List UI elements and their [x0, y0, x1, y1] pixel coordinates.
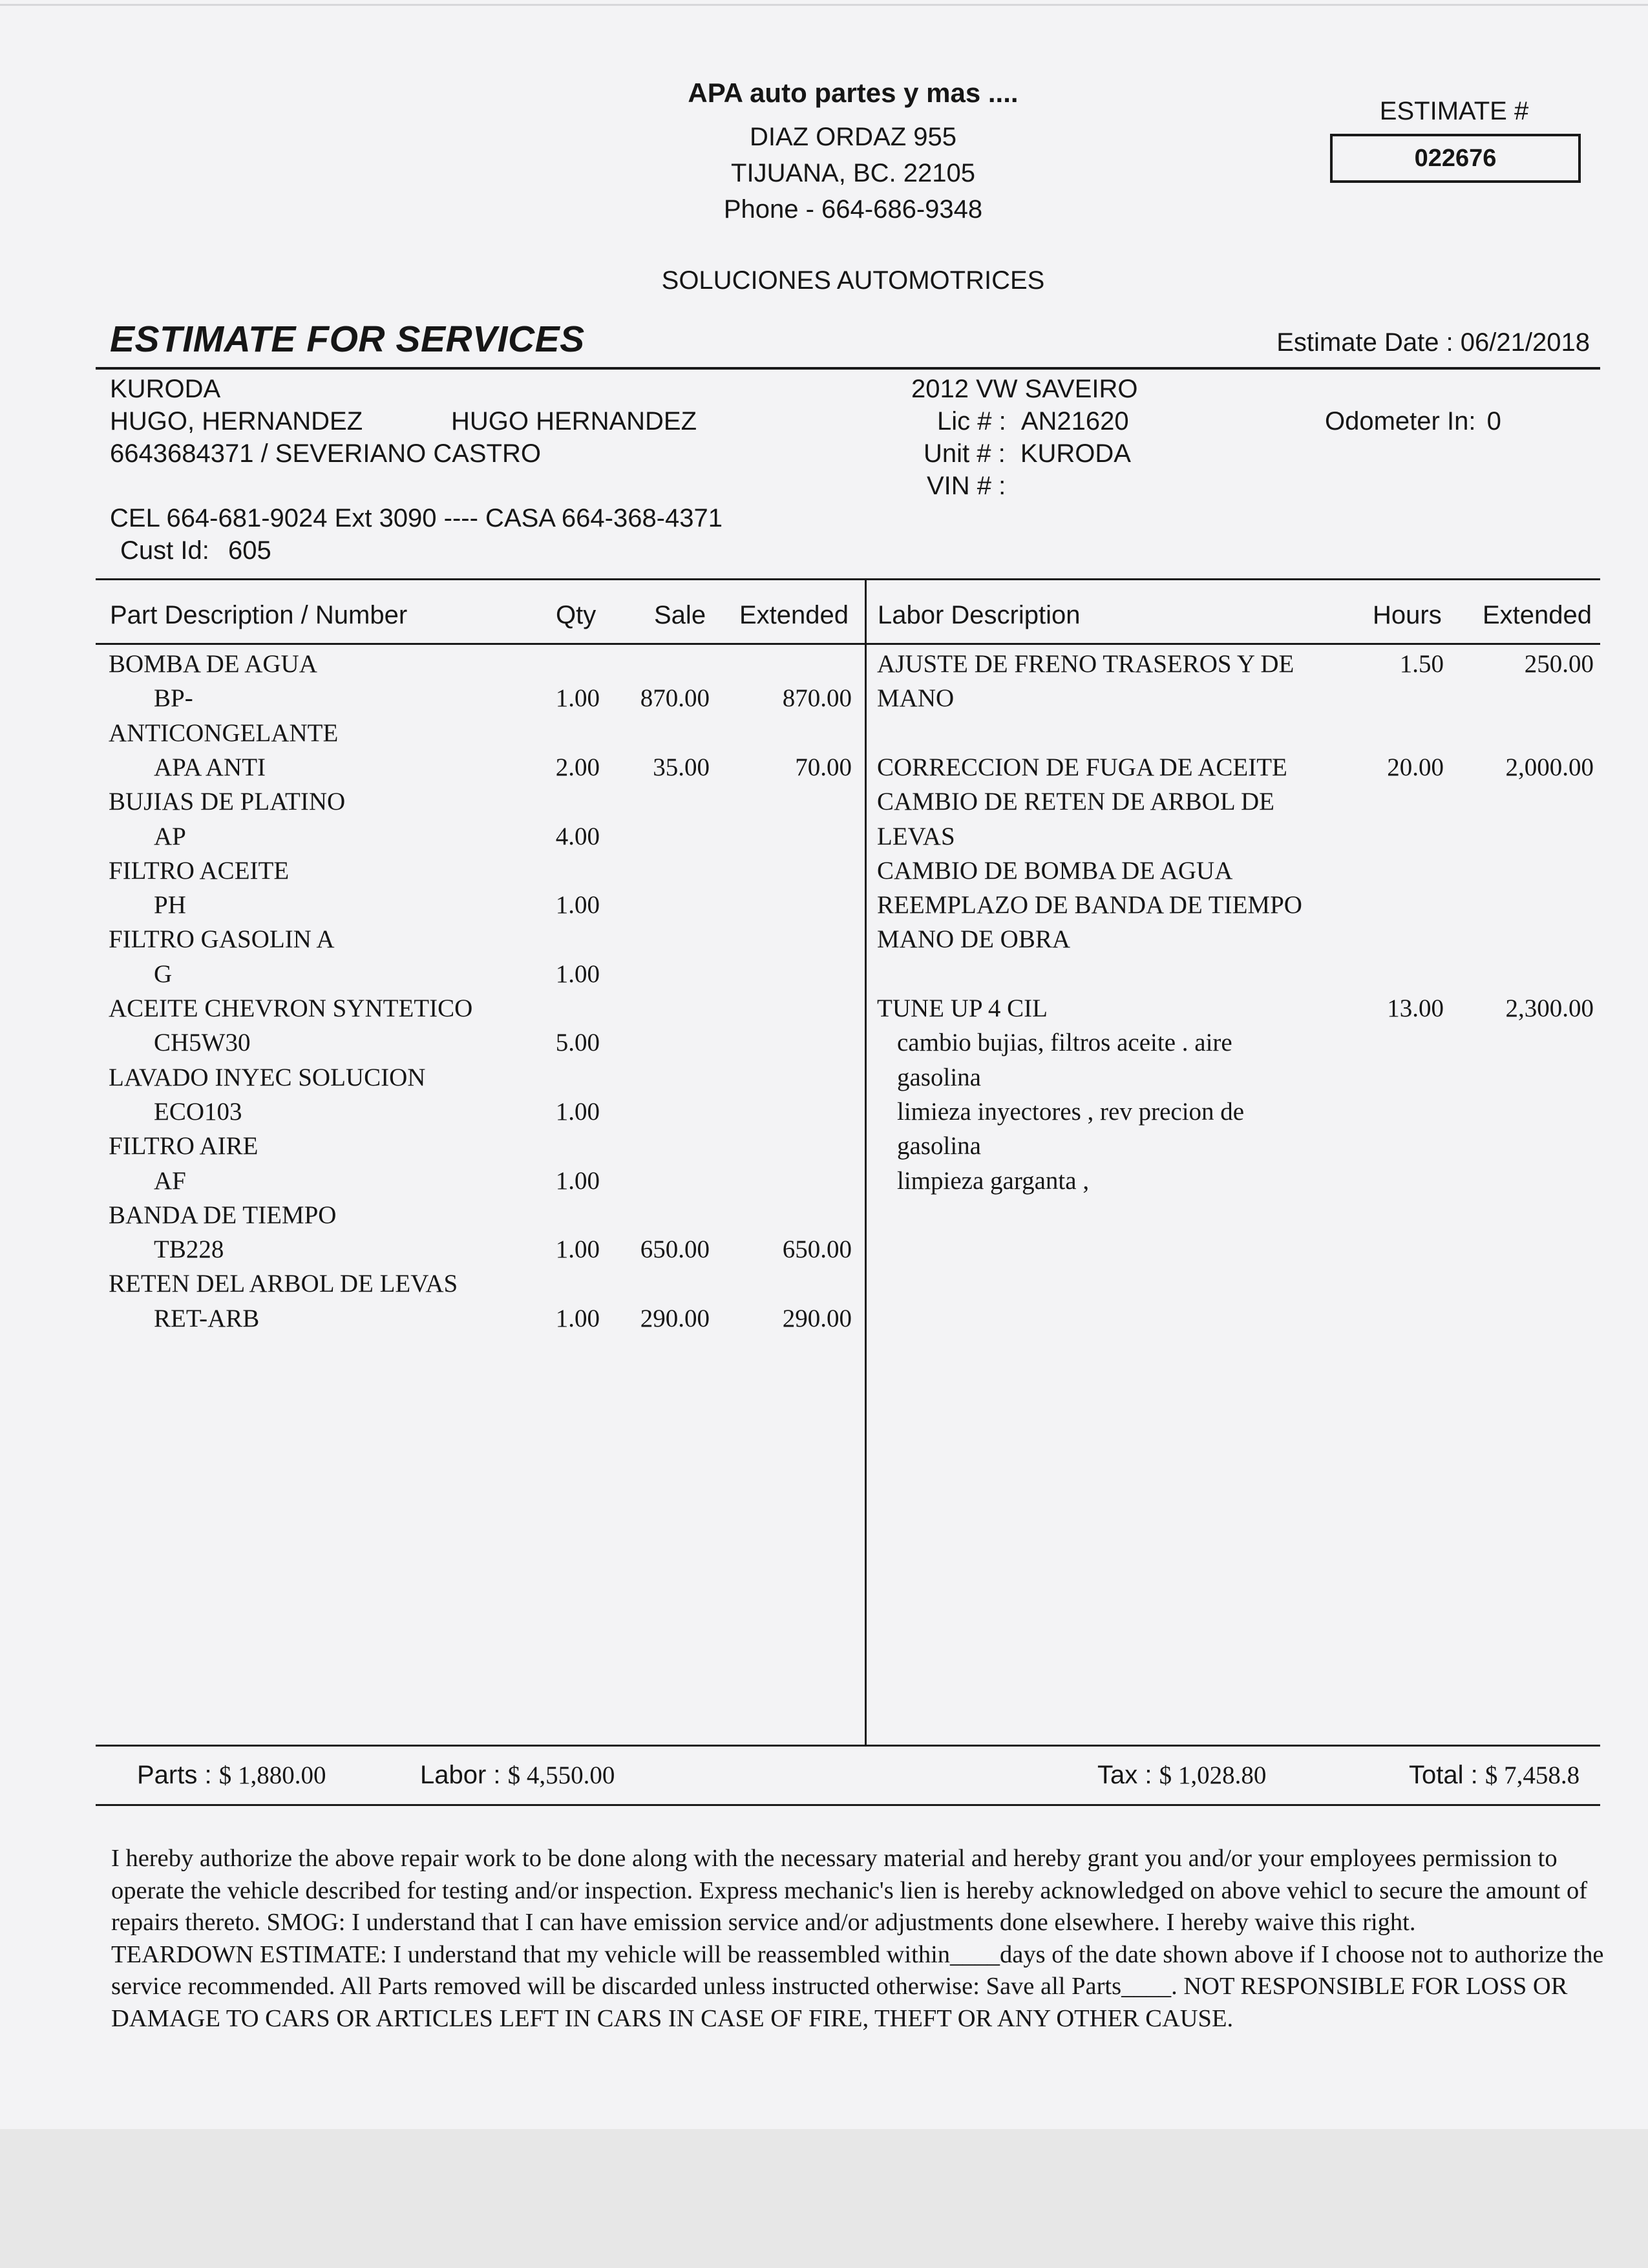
labor-extended: 2,300.00 — [1505, 994, 1594, 1022]
labor-description-line: MANO — [877, 684, 955, 713]
labor-description-line: gasolina — [897, 1063, 981, 1091]
customer-line2b: HUGO HERNANDEZ — [451, 407, 697, 436]
vehicle-vin-label: VIN # : — [927, 472, 1006, 500]
part-qty: 1.00 — [555, 960, 600, 988]
parts-total-label: Parts : — [137, 1761, 212, 1789]
part-qty: 1.00 — [555, 1304, 600, 1332]
grand-total-label: Total : — [1409, 1761, 1478, 1789]
part-description: LAVADO INYEC SOLUCION — [109, 1063, 426, 1091]
table-top-rule — [96, 578, 1600, 580]
part-qty: 2.00 — [555, 753, 600, 781]
authorization-paragraph: I hereby authorize the above repair work to be done along with the necessary material and hereby grant you and/or your employees permission to operate the vehicle described for testing and/or inspection. Express mechanic's lien is hereby acknowledged on above vehicl to secure the amount of repairs thereto. SMOG: I understand that I can have emission service and/or adjustments done elsewhere. I hereby waive this right. — [111, 1845, 1588, 1936]
labor-header-extended — [1446, 601, 1592, 630]
part-extended: 290.00 — [782, 1304, 852, 1332]
labor-description-line: CAMBIO DE BOMBA DE AGUA — [877, 856, 1233, 885]
part-description: BOMBA DE AGUA — [109, 650, 317, 678]
labor-extended: 250.00 — [1524, 650, 1594, 678]
company-phone: Phone - 664-686-9348 — [723, 195, 983, 224]
page-top-edge — [0, 4, 1648, 6]
part-sale: 870.00 — [640, 684, 710, 713]
labor-extended: 2,000.00 — [1505, 753, 1594, 781]
company-name: APA auto partes y mas .... — [688, 78, 1019, 108]
labor-header-hours: Hours — [1373, 601, 1442, 629]
teardown-paragraph: TEARDOWN ESTIMATE: I understand that my vehicle will be reassembled within____days of the date shown above if I choose not to authorize the service recommended. All Parts removed will be discarded unless instructed otherwise: Save all Parts____. NOT RESPONSIBLE FOR LOSS OR DAMAGE TO CARS OR ARTICLES LEFT IN CARS IN CASE OF FIRE, THEFT OR ANY OTHER CAUSE. — [111, 1940, 1604, 2032]
part-number: PH — [154, 891, 186, 919]
parts-header-extended: Extended — [739, 601, 849, 629]
part-description: ANTICONGELANTE — [109, 719, 339, 747]
part-qty: 5.00 — [555, 1029, 600, 1057]
part-number: TB228 — [154, 1235, 224, 1264]
part-number: ECO103 — [154, 1097, 242, 1126]
customer-id — [120, 536, 271, 565]
vehicle-lic — [937, 407, 1129, 436]
labor-description-line: cambio bujias, filtros aceite . aire — [897, 1029, 1232, 1057]
tax-total-value: $ 1,028.80 — [1159, 1761, 1267, 1789]
table-header-rule — [96, 643, 1600, 645]
part-extended: 650.00 — [782, 1235, 852, 1264]
labor-description-line: REEMPLAZO DE BANDA DE TIEMPO — [877, 891, 1302, 919]
estimate-number-box: 022676 — [1330, 134, 1581, 183]
labor-total-label: Labor : — [420, 1761, 501, 1789]
labor-description-line: limieza inyectores , rev precion de — [897, 1097, 1245, 1126]
part-number: APA ANTI — [154, 753, 266, 781]
customer-line3: 6643684371 / SEVERIANO CASTRO — [110, 439, 541, 468]
parts-total — [137, 1761, 326, 1790]
part-sale: 290.00 — [640, 1304, 710, 1332]
totals-bottom-rule — [96, 1804, 1600, 1806]
part-number: BP- — [154, 684, 193, 713]
part-description: BANDA DE TIEMPO — [109, 1201, 337, 1229]
estimate-date — [1276, 328, 1590, 357]
scan-background — [0, 2129, 1648, 2268]
vehicle-unit-value: KURODA — [1020, 439, 1131, 468]
part-sale: 35.00 — [653, 753, 710, 781]
part-qty: 4.00 — [555, 822, 600, 850]
part-description: ACEITE CHEVRON SYNTETICO — [109, 994, 473, 1022]
labor-description-line: TUNE UP 4 CIL — [877, 994, 1048, 1022]
labor-hours: 13.00 — [1387, 994, 1444, 1022]
estimate-date-value: 06/21/2018 — [1460, 328, 1590, 357]
document-title: ESTIMATE FOR SERVICES — [110, 319, 585, 360]
labor-description-line: LEVAS — [877, 822, 955, 850]
labor-description-line: limpieza garganta , — [897, 1166, 1090, 1195]
vehicle-unit-label: Unit # : — [924, 439, 1006, 468]
estimate-date-label: Estimate Date : — [1276, 328, 1453, 357]
part-description: FILTRO GASOLIN A — [109, 925, 335, 954]
part-number: AP — [154, 822, 186, 850]
labor-description-line: gasolina — [897, 1132, 981, 1160]
odometer-label: Odometer In: — [1325, 407, 1476, 436]
authorization-text — [111, 1843, 1604, 2035]
vehicle-vin — [927, 472, 1006, 501]
part-qty: 1.00 — [555, 1166, 600, 1195]
labor-header-description: Labor Description — [878, 601, 1081, 629]
company-address-line1: DIAZ ORDAZ 955 — [749, 123, 957, 151]
vehicle-lic-value: AN21620 — [1020, 407, 1129, 436]
vehicle-unit — [924, 439, 1131, 468]
part-qty: 1.00 — [555, 1097, 600, 1126]
customer-id-value: 605 — [227, 536, 271, 565]
customer-line1: KURODA — [110, 375, 221, 403]
tax-total-label: Tax : — [1097, 1761, 1152, 1789]
vehicle-lic-label: Lic # : — [937, 407, 1006, 436]
part-number: RET-ARB — [154, 1304, 260, 1332]
table-divider — [865, 578, 867, 1745]
labor-description-line: CAMBIO DE RETEN DE ARBOL DE — [877, 788, 1274, 816]
part-number: AF — [154, 1166, 186, 1195]
customer-phones: CEL 664-681-9024 Ext 3090 ---- CASA 664-368-4371 — [110, 504, 723, 532]
labor-description-line: CORRECCION DE FUGA DE ACEITE — [877, 753, 1287, 781]
part-description: RETEN DEL ARBOL DE LEVAS — [109, 1270, 458, 1298]
parts-total-value: $ 1,880.00 — [218, 1761, 326, 1789]
part-qty: 1.00 — [555, 891, 600, 919]
customer-line2a: HUGO, HERNANDEZ — [110, 407, 363, 436]
labor-description-line: AJUSTE DE FRENO TRASEROS Y DE — [877, 650, 1294, 678]
part-number: G — [154, 960, 173, 988]
part-extended: 870.00 — [782, 684, 852, 713]
part-qty: 1.00 — [555, 1235, 600, 1264]
table-bottom-rule — [96, 1745, 1600, 1747]
grand-total — [1409, 1761, 1579, 1790]
labor-description-line: MANO DE OBRA — [877, 925, 1071, 954]
part-description: FILTRO ACEITE — [109, 856, 290, 885]
part-description: FILTRO AIRE — [109, 1132, 259, 1160]
part-description: BUJIAS DE PLATINO — [109, 788, 346, 816]
company-tagline: SOLUCIONES AUTOMOTRICES — [661, 266, 1045, 295]
vehicle-model: 2012 VW SAVEIRO — [911, 375, 1138, 403]
tax-total — [1097, 1761, 1266, 1790]
part-extended: 70.00 — [795, 753, 852, 781]
parts-header-description: Part Description / Number — [110, 601, 408, 629]
title-rule — [96, 367, 1600, 370]
part-qty: 1.00 — [555, 684, 600, 713]
labor-hours: 1.50 — [1399, 650, 1444, 678]
parts-header-sale: Sale — [654, 601, 706, 629]
grand-total-value: $ 7,458.8 — [1484, 1761, 1580, 1789]
labor-total — [420, 1761, 615, 1790]
labor-hours: 20.00 — [1387, 753, 1444, 781]
parts-header-qty: Qty — [556, 601, 597, 629]
company-address-line2: TIJUANA, BC. 22105 — [731, 159, 975, 187]
customer-id-label: Cust Id: — [120, 536, 209, 565]
odometer — [1325, 407, 1501, 436]
part-number: CH5W30 — [154, 1029, 251, 1057]
labor-total-value: $ 4,550.00 — [507, 1761, 615, 1789]
odometer-value: 0 — [1486, 407, 1501, 436]
part-sale: 650.00 — [640, 1235, 710, 1264]
estimate-number-label: ESTIMATE # — [1379, 97, 1529, 125]
labor-header-extended-text: Extended — [1482, 601, 1592, 629]
